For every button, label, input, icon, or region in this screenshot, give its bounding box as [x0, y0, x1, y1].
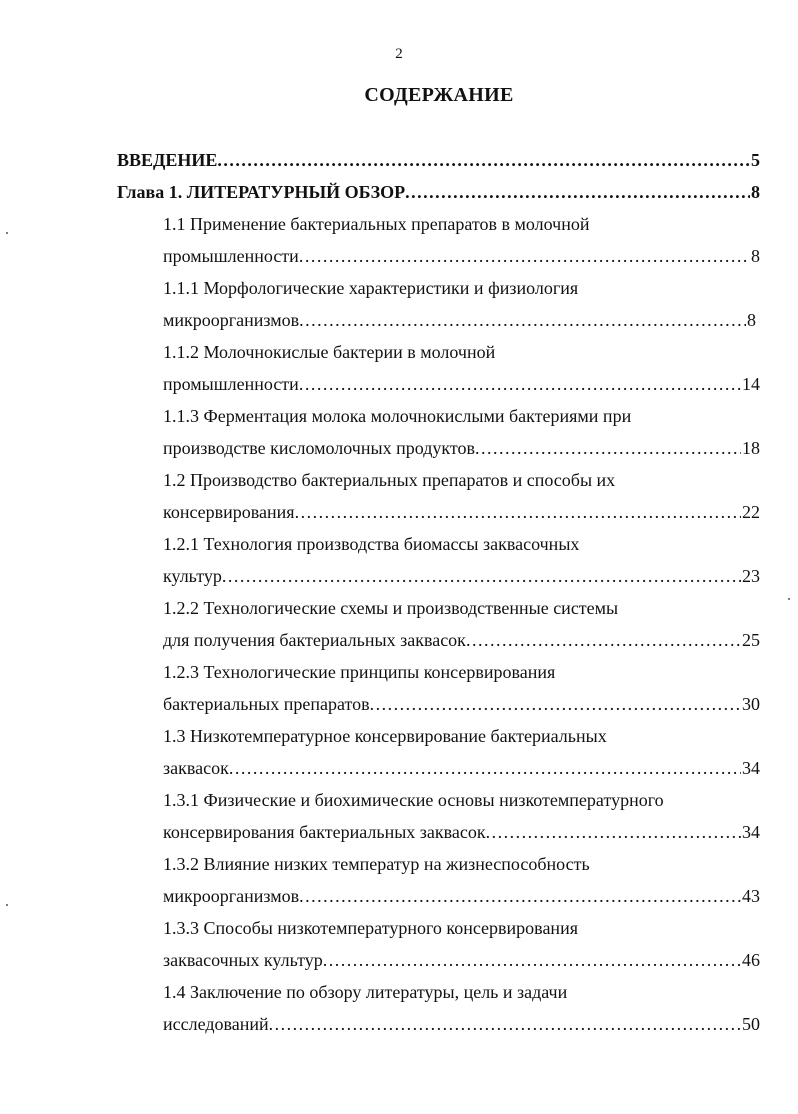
toc-page-number: 8 [751, 246, 760, 266]
toc-leader-dots [405, 178, 750, 206]
toc-entry-label: ВВЕДЕНИЕ [117, 150, 218, 170]
toc-entry-label: Глава 1. ЛИТЕРАТУРНЫЙ ОБЗОР [117, 182, 406, 202]
toc-entry-label: 1.1.1 Морфологические характеристики и физиология [163, 278, 579, 298]
toc-entry-1-3-3[interactable] [163, 946, 760, 974]
toc-entry-label: 1.2.2 Технологические схемы и производственные системы [163, 598, 619, 618]
toc-page-number: 5 [751, 150, 760, 170]
toc-entry-label: производстве кисломолочных продуктов [163, 438, 475, 458]
toc-entry-label: консервирования [163, 502, 295, 522]
toc-entry-1-3[interactable] [163, 754, 760, 782]
toc-entry-label: 1.4 Заключение по обзору литературы, цель и задачи [163, 982, 568, 1002]
toc-page-number: 22 [742, 502, 760, 522]
toc-leader-dots [299, 370, 741, 398]
toc-entry-heading-line [163, 210, 763, 238]
toc-page-number: 18 [742, 438, 760, 458]
toc-entry-1-1[interactable] [163, 242, 760, 270]
toc-entry-chapter-1[interactable] [117, 178, 760, 206]
toc-page-number: 50 [742, 1014, 760, 1034]
toc-entry-label: заквасок [163, 758, 229, 778]
toc-entry-label: культур [163, 566, 222, 586]
toc-entry-label: промышленности [163, 374, 299, 394]
toc-leader-dots [222, 562, 741, 590]
scan-speck [6, 232, 8, 234]
toc-page-number: 23 [742, 566, 760, 586]
toc-entry-1-3-2[interactable] [163, 882, 760, 910]
toc-entry-label: 1.1 Применение бактериальных препаратов в молочной [163, 214, 590, 234]
toc-entry-label: исследований [163, 1014, 269, 1034]
toc-page-number: 8 [751, 182, 760, 202]
toc-entry-1-2-2[interactable] [163, 626, 760, 654]
toc-entry-heading-line [163, 658, 763, 686]
toc-entry-label: 1.3 Низкотемпературное консервирование бактериальных [163, 726, 607, 746]
toc-entry-heading-line [163, 914, 763, 942]
scan-speck [788, 598, 790, 600]
toc-page-number: 34 [742, 822, 760, 842]
toc-leader-dots [370, 690, 741, 718]
toc-leader-dots [475, 434, 741, 462]
toc-entry-label: 1.2 Производство бактериальных препаратов и способы их [163, 470, 616, 490]
toc-entry-label: микроорганизмов [163, 886, 300, 906]
toc-entry-1-3-1[interactable] [163, 818, 760, 846]
toc-entry-label: для получения бактериальных заквасок [163, 630, 466, 650]
toc-leader-dots [299, 242, 750, 270]
toc-entry-label: бактериальных препаратов [163, 694, 370, 714]
toc-entry-1-2-3[interactable] [163, 690, 760, 718]
toc-entry-label: микроорганизмов [163, 310, 300, 330]
toc-leader-dots [295, 498, 741, 526]
toc-entry-heading-line [163, 594, 763, 622]
toc-entry-label: 1.1.2 Молочнокислые бактерии в молочной [163, 342, 496, 362]
toc-entry-label: консервирования бактериальных заквасок [163, 822, 486, 842]
toc-entry-label: 1.2.3 Технологические принципы консервирования [163, 662, 556, 682]
toc-entry-heading-line [163, 978, 763, 1006]
toc-entry-1-1-3[interactable] [163, 434, 760, 462]
toc-leader-dots [299, 882, 741, 910]
toc-page-number: 30 [742, 694, 760, 714]
toc-leader-dots [269, 1010, 741, 1038]
toc-entry-1-2-1[interactable] [163, 562, 760, 590]
page-number: 2 [395, 46, 403, 62]
scan-speck [6, 904, 8, 906]
toc-entry-label: промышленности [163, 246, 299, 266]
toc-entry-heading-line [163, 338, 763, 366]
toc-entry-1-4[interactable] [163, 1010, 760, 1038]
toc-page-number: 14 [742, 374, 760, 394]
toc-entry-heading-line [163, 786, 763, 814]
toc-page-number: 25 [742, 630, 760, 650]
toc-entry-label: 1.3.2 Влияние низких температур на жизнеспособность [163, 854, 590, 874]
toc-entry-label: 1.3.1 Физические и биохимические основы низкотемпературного [163, 790, 664, 810]
toc-leader-dots [486, 818, 741, 846]
toc-entry-heading-line [163, 402, 763, 430]
toc-entry-label: 1.2.1 Технология производства биомассы заквасочных [163, 534, 580, 554]
toc-page-number: 8 [747, 310, 756, 330]
toc-entry-1-2[interactable] [163, 498, 760, 526]
toc-leader-dots [466, 626, 741, 654]
page-title: СОДЕРЖАНИЕ [364, 84, 514, 106]
toc-page-number: 43 [742, 886, 760, 906]
toc-leader-dots [229, 754, 741, 782]
toc-page-number: 46 [742, 950, 760, 970]
toc-page-number: 34 [742, 758, 760, 778]
toc-entry-label: 1.1.3 Ферментация молока молочнокислыми бактериями при [163, 406, 632, 426]
toc-entry-introduction[interactable] [117, 146, 760, 174]
toc-entry-1-1-2[interactable] [163, 370, 760, 398]
toc-entry-heading-line [163, 722, 763, 750]
toc-entry-label: заквасочных культур [163, 950, 323, 970]
toc-leader-dots [323, 946, 741, 974]
toc-leader-dots [299, 306, 746, 334]
toc-entry-heading-line [163, 274, 763, 302]
toc-entry-heading-line [163, 466, 763, 494]
toc-entry-label: 1.3.3 Способы низкотемпературного консервирования [163, 918, 578, 938]
toc-entry-1-1-1[interactable] [163, 306, 756, 334]
toc-entry-heading-line [163, 850, 763, 878]
toc-leader-dots [217, 146, 750, 174]
toc-entry-heading-line [163, 530, 763, 558]
